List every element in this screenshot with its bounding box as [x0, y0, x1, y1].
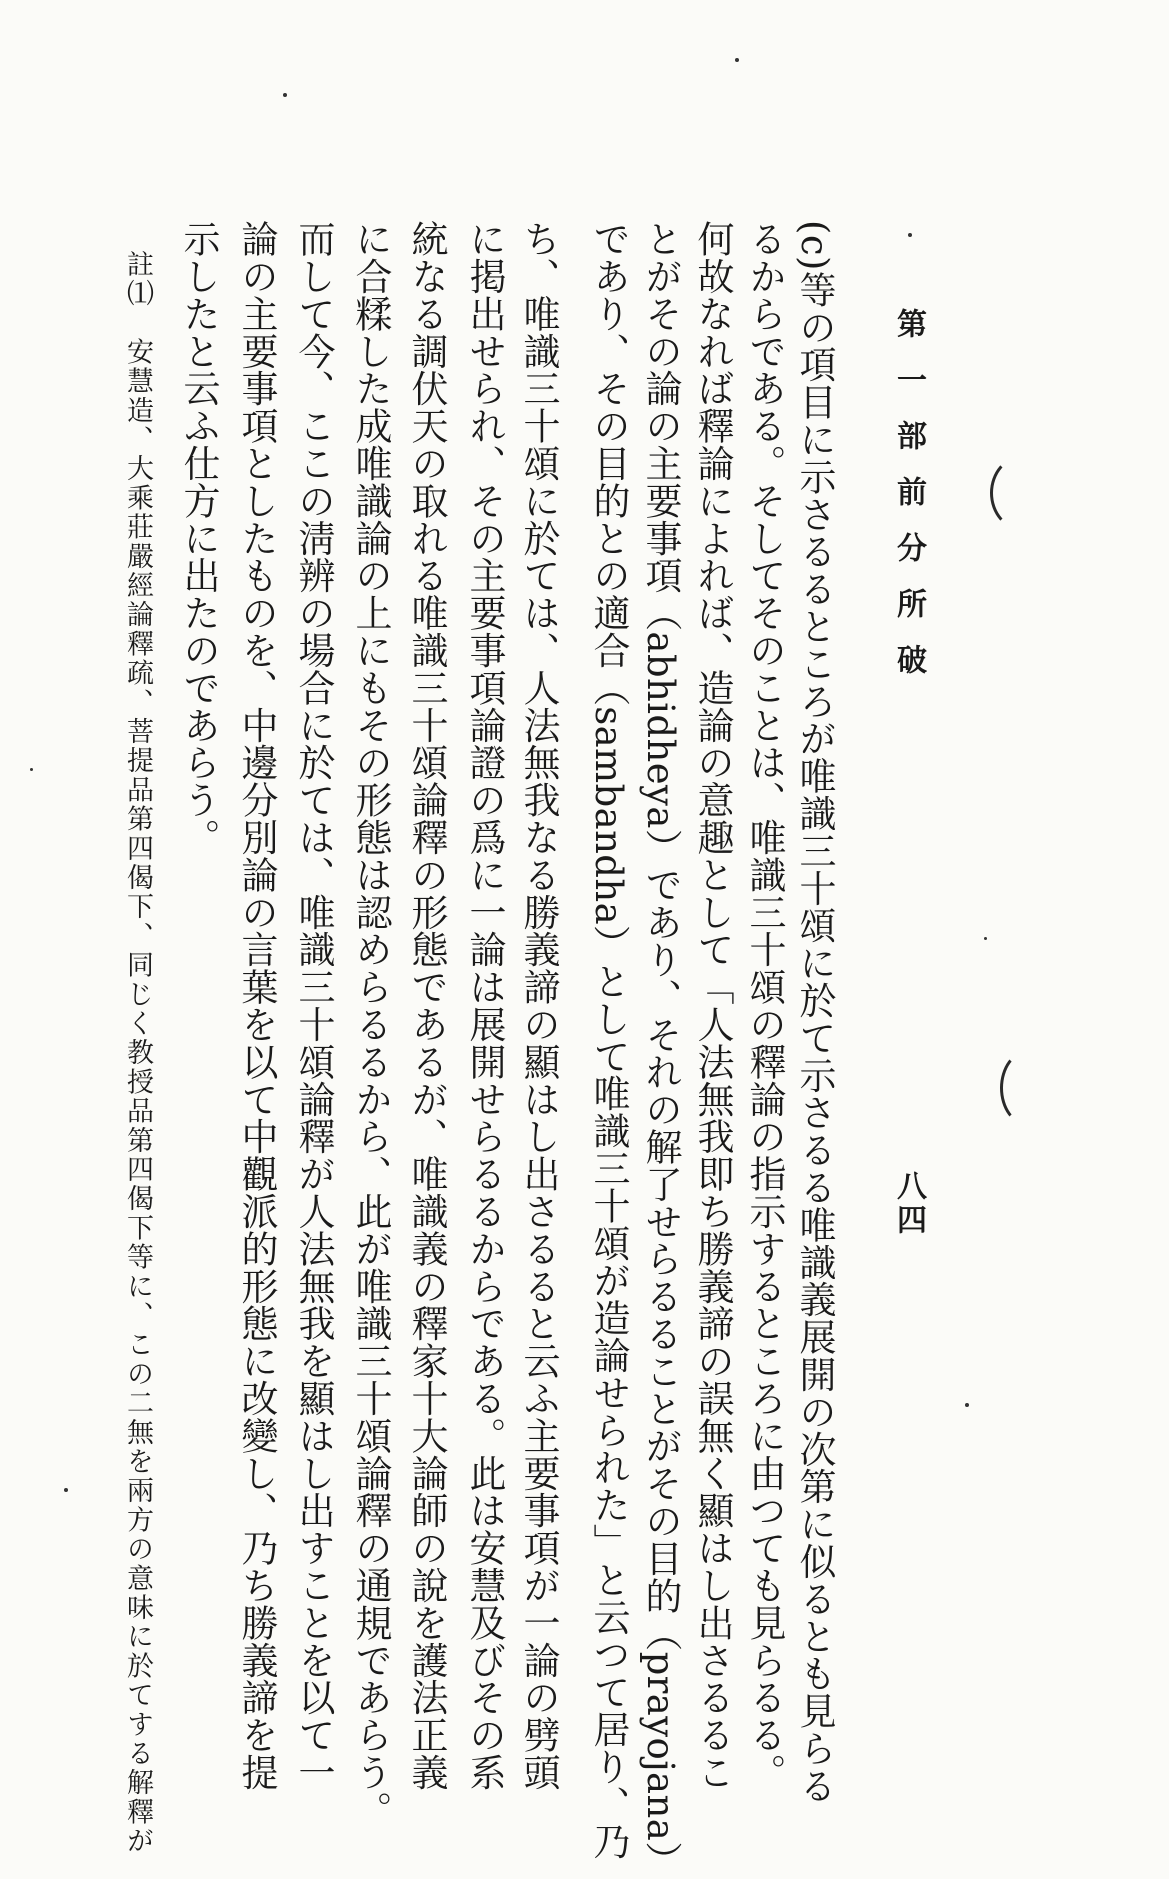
scan-artifact-arc: [990, 455, 1056, 531]
scan-speck: [30, 768, 33, 771]
scan-speck: [965, 1403, 969, 1407]
page-number: 八四: [891, 1170, 926, 1238]
body-line: であり、その目的との適合（sambandha）として唯識三十頌が造論せられた」と云つて居り、乃: [587, 220, 630, 1861]
body-line: に掲出せられ、その主要事項論證の爲に一論は展開せらるるからである。此は安慧及びその系: [463, 220, 506, 1791]
scan-speck: [735, 58, 739, 62]
scan-artifact-arc: [1000, 1050, 1056, 1126]
body-line: ち、唯識三十頌に於ては、人法無我なる勝義諦の顯はし出さるると云ふ主要事項が一論の劈頭: [517, 220, 560, 1791]
body-line: 而して今、ここの淸辨の場合に於ては、唯識三十頌論釋が人法無我を顯はし出すことを以て一: [292, 220, 335, 1791]
running-header-title: 第一部前分所破: [891, 308, 926, 700]
body-line: 何故なれば釋論によれば、造論の意趣として「人法無我即ち勝義諦の誤無く顯はし出さるるこ: [691, 220, 734, 1791]
body-line: (c)等の項目に示さるるところが唯識三十頌に於て示さるる唯識義展開の次第に似るとも見らる: [793, 220, 836, 1805]
body-line: 示したと云ふ仕方に出たのであらう。: [177, 220, 220, 856]
scan-speck: [64, 1488, 68, 1492]
body-line: に合糅した成唯識論の上にもその形態は認めらるるから、此が唯識三十頌論釋の通規であらう。: [349, 220, 392, 1829]
body-line: とがその論の主要事項（abhidheya）であり、それの解了せらるることがその目的（prayojana）: [639, 220, 682, 1879]
footnote: 註⑴ 安慧造、大乘莊嚴經論釋疏、菩提品第四偈下、同じく教授品第四偈下等に、この二無を兩方の意味に於てする解釋が: [122, 250, 153, 1856]
scan-speck: [283, 93, 287, 97]
body-line: るからである。そしてそのことは、唯識三十頌の釋論の指示するところに由つても見らるる。: [743, 220, 786, 1791]
body-line: 統なる調伏天の取れる唯識三十頌論釋の形態であるが、唯識義の釋家十大論師の說を護法正義: [405, 220, 448, 1791]
body-line: 論の主要事項としたものを、中邊分別論の言葉を以て中觀派的形態に改變し、乃ち勝義諦を提: [235, 220, 278, 1791]
scan-speck: [984, 937, 987, 940]
scan-speck: [908, 233, 912, 237]
